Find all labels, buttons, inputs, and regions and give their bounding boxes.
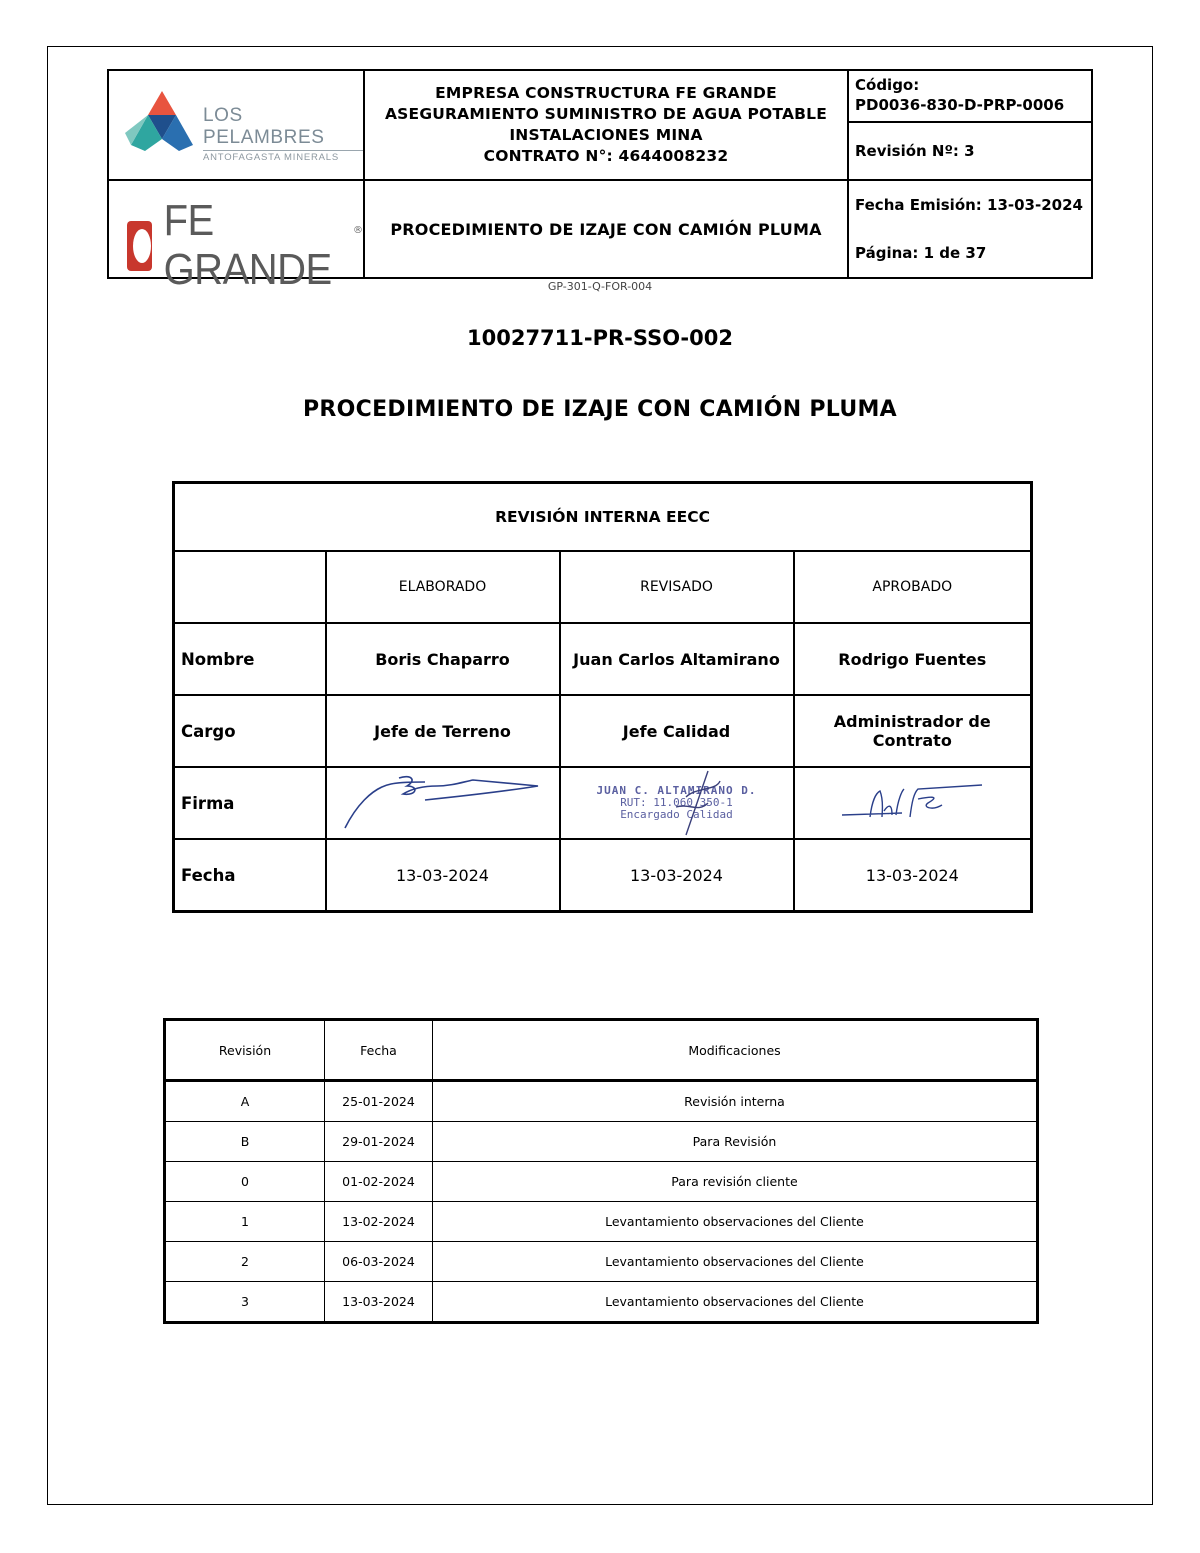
stamp-name: JUAN C. ALTAMIRANO D. [596, 783, 757, 797]
mod-rev: 1 [165, 1202, 325, 1242]
header-date-page [848, 180, 1092, 278]
mod-desc: Levantamiento observaciones del Cliente [433, 1282, 1038, 1323]
client-logo-cell [108, 70, 364, 180]
review-table-title: REVISIÓN INTERNA EECC [174, 483, 1032, 552]
header-contract-line: CONTRATO N°: 4644008232 [483, 147, 729, 165]
mod-rev: B [165, 1122, 325, 1162]
mod-date: 25-01-2024 [325, 1081, 433, 1122]
mod-desc: Para Revisión [433, 1122, 1038, 1162]
header-installations-line: INSTALACIONES MINA [509, 126, 703, 144]
position-elaborado: Jefe de Terreno [326, 695, 560, 767]
stamp-rut: RUT: 11.060.350-1 [620, 795, 733, 809]
mod-date: 13-02-2024 [325, 1202, 433, 1242]
los-pelambres-logo-icon [123, 89, 201, 155]
mod-header-revision: Revisión [165, 1020, 325, 1081]
table-row [165, 1122, 1038, 1162]
date-revisado: 13-03-2024 [560, 839, 794, 912]
mod-rev: 3 [165, 1282, 325, 1323]
table-row [165, 1162, 1038, 1202]
mod-date: 06-03-2024 [325, 1242, 433, 1282]
label-cargo: Cargo [174, 695, 326, 767]
fe-grande-mark-icon [127, 221, 152, 271]
signature-rodrigo-icon [832, 771, 992, 831]
date-elaborado: 13-03-2024 [326, 839, 560, 912]
signature-boris-icon [333, 768, 553, 834]
signature-aprobado [794, 767, 1032, 839]
mod-date: 01-02-2024 [325, 1162, 433, 1202]
column-aprobado: APROBADO [794, 551, 1032, 623]
mod-header-modifications: Modificaciones [433, 1020, 1038, 1081]
label-fecha: Fecha [174, 839, 326, 912]
table-row [165, 1282, 1038, 1323]
company-logo-name: FE GRANDE [163, 197, 332, 294]
mod-desc: Levantamiento observaciones del Cliente [433, 1242, 1038, 1282]
column-revisado: REVISADO [560, 551, 794, 623]
position-aprobado: Administrador de Contrato [794, 695, 1032, 767]
mod-desc: Para revisión cliente [433, 1162, 1038, 1202]
issue-date: Fecha Emisión: 13-03-2024 [855, 196, 1083, 214]
label-firma: Firma [174, 767, 326, 839]
document-code: 10027711-PR-SSO-002 [467, 326, 733, 350]
mod-date: 29-01-2024 [325, 1122, 433, 1162]
modifications-table [163, 1018, 1039, 1324]
position-revisado: Jefe Calidad [560, 695, 794, 767]
page-number: Página: 1 de 37 [855, 244, 987, 262]
code-label: Código: [855, 76, 920, 94]
column-elaborado: ELABORADO [326, 551, 560, 623]
header-company-info [364, 70, 848, 180]
stamp-role: Encargado Calidad [620, 807, 733, 821]
table-row [165, 1242, 1038, 1282]
fe-grande-logo [127, 197, 363, 294]
mod-desc: Revisión interna [433, 1081, 1038, 1122]
quality-stamp [596, 785, 756, 821]
company-logo-cell [108, 180, 364, 294]
document-title: PROCEDIMIENTO DE IZAJE CON CAMIÓN PLUMA [302, 397, 898, 422]
table-row [165, 1081, 1038, 1122]
mod-date: 13-03-2024 [325, 1282, 433, 1323]
client-logo-subtitle: ANTOFAGASTA MINERALS [203, 152, 340, 163]
signature-elaborado [326, 767, 560, 839]
mod-desc: Levantamiento observaciones del Cliente [433, 1202, 1038, 1242]
header-procedure-title: PROCEDIMIENTO DE IZAJE CON CAMIÓN PLUMA [364, 180, 848, 278]
date-aprobado: 13-03-2024 [794, 839, 1032, 912]
mod-rev: A [165, 1081, 325, 1122]
mod-rev: 0 [165, 1162, 325, 1202]
signature-juan-icon [646, 767, 736, 837]
header-code-revision [848, 70, 1092, 180]
internal-review-table [172, 481, 1033, 913]
name-revisado: Juan Carlos Altamirano [560, 623, 794, 695]
client-logo-name: LOS PELAMBRES [203, 105, 363, 151]
signature-revisado [560, 767, 794, 839]
empty-header-cell [174, 551, 326, 623]
table-row [165, 1202, 1038, 1242]
name-aprobado: Rodrigo Fuentes [794, 623, 1032, 695]
revision-number: Revisión Nº: 3 [855, 142, 975, 160]
header-company-line: EMPRESA CONSTRUCTURA FE GRANDE [435, 84, 777, 102]
header-project-line: ASEGURAMIENTO SUMINISTRO DE AGUA POTABLE [384, 105, 828, 123]
mod-rev: 2 [165, 1242, 325, 1282]
code-value: PD0036-830-D-PRP-0006 [855, 96, 1065, 114]
mod-header-date: Fecha [325, 1020, 433, 1081]
name-elaborado: Boris Chaparro [326, 623, 560, 695]
registered-mark: ® [353, 224, 363, 236]
label-nombre: Nombre [174, 623, 326, 695]
form-code: GP-301-Q-FOR-004 [547, 280, 653, 293]
